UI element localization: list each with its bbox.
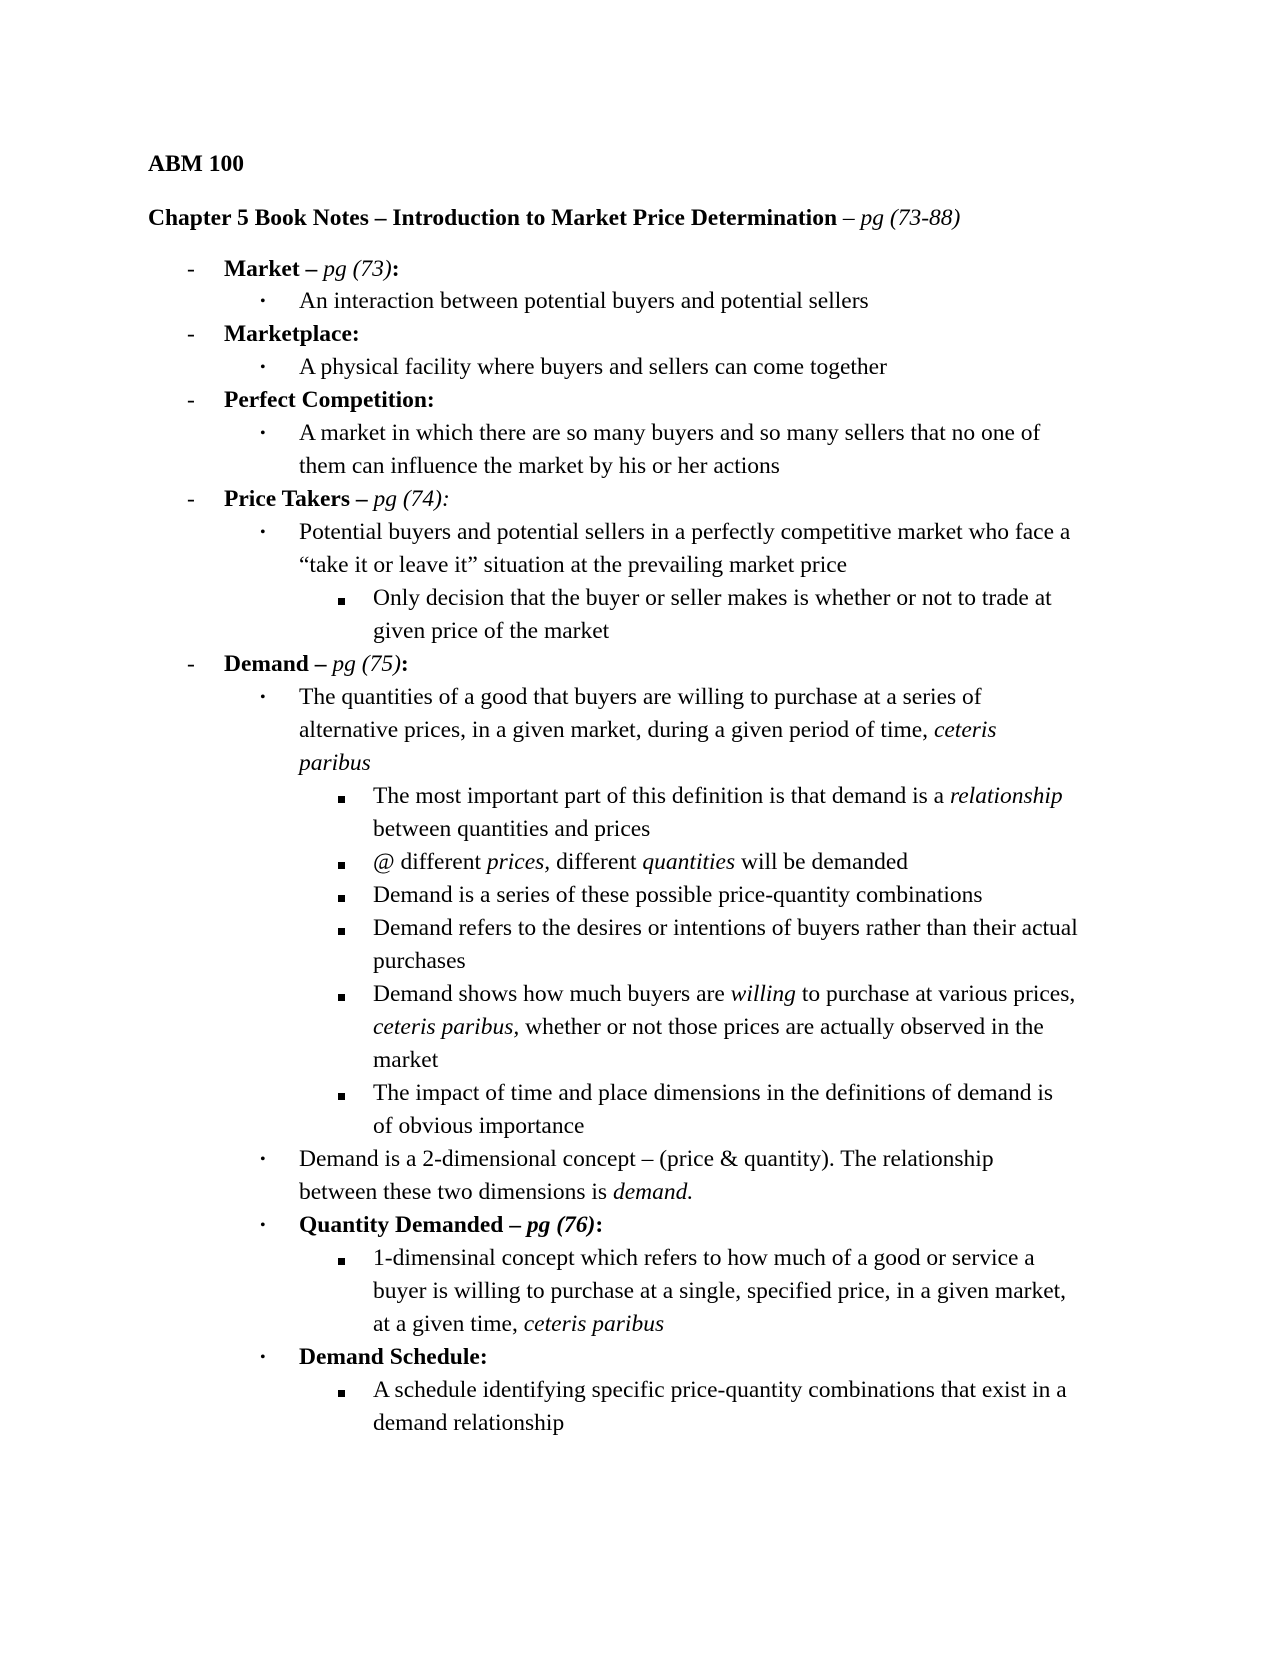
text-run: between these two dimensions is <box>299 1179 613 1205</box>
dash-marker: - <box>187 486 195 512</box>
text-run-italic: ceteris <box>933 717 997 743</box>
demand-note-6-line2: of obvious importance <box>373 1113 585 1139</box>
page-ref: pg (74): <box>373 486 450 512</box>
quantity-demanded-line2: buyer is willing to purchase at a single, specified price, in a given market, <box>373 1278 1067 1304</box>
text-run: different <box>550 849 643 875</box>
term-colon: : <box>391 256 400 282</box>
demand-schedule-line2: demand relationship <box>373 1410 565 1436</box>
course-title: ABM 100 <box>148 151 244 177</box>
text-run-italic: ceteris paribus, <box>373 1014 520 1040</box>
text-run: whether or not those prices are actually observed in the <box>519 1014 1044 1040</box>
demand-note-1-line2: between quantities and prices <box>373 816 651 842</box>
definition-demand-line2 <box>299 714 997 747</box>
square-bullet-icon <box>338 796 345 803</box>
square-bullet-icon <box>338 928 345 935</box>
dash-marker: - <box>187 387 195 413</box>
text-run-italic: willing <box>730 981 796 1007</box>
price-takers-note-line2: given price of the market <box>373 618 610 644</box>
term-colon: : <box>595 1212 604 1238</box>
term-quantity-demanded <box>299 1209 603 1242</box>
square-bullet-icon <box>338 1390 345 1397</box>
bullet-marker: • <box>260 425 266 442</box>
two-dimensional-line1: Demand is a 2-dimensional concept – (price & quantity). The relationship <box>299 1146 994 1172</box>
demand-note-5-line2 <box>373 1011 1044 1044</box>
bullet-marker: • <box>260 1217 266 1234</box>
quantity-demanded-line1: 1-dimensinal concept which refers to how much of a good or service a <box>373 1245 1035 1271</box>
bullet-marker: • <box>260 1349 266 1366</box>
page-ref: pg (73) <box>323 256 392 282</box>
bullet-marker: • <box>260 293 266 310</box>
definition-demand-line1: The quantities of a good that buyers are willing to purchase at a series of <box>299 684 982 710</box>
square-bullet-icon <box>338 1093 345 1100</box>
text-run-italic: relationship <box>949 783 1063 809</box>
page-ref: pg (76) <box>526 1212 596 1238</box>
dash-marker: - <box>187 651 195 677</box>
bullet-marker: • <box>260 524 266 541</box>
square-bullet-icon <box>338 862 345 869</box>
text-run-italic: ceteris paribus <box>523 1311 665 1337</box>
square-bullet-icon <box>338 598 345 605</box>
text-run: will be demanded <box>735 849 909 875</box>
text-run: at a given time, <box>373 1311 524 1337</box>
demand-note-5-line1 <box>373 978 1075 1011</box>
definition-perfect-competition-line2: them can influence the market by his or her actions <box>299 453 780 479</box>
price-takers-note-line1: Only decision that the buyer or seller makes is whether or not to trade at <box>373 585 1052 611</box>
square-bullet-icon <box>338 895 345 902</box>
text-run: The most important part of this definition is that demand is a <box>373 783 950 809</box>
term-perfect-competition: Perfect Competition: <box>224 387 435 413</box>
definition-price-takers-line1: Potential buyers and potential sellers in a perfectly competitive market who face a <box>299 519 1071 545</box>
quantity-demanded-line3 <box>373 1308 664 1341</box>
demand-note-4-line1: Demand refers to the desires or intentions of buyers rather than their actual <box>373 915 1078 941</box>
dash-marker: - <box>187 321 195 347</box>
term-label: Price Takers – <box>224 486 374 512</box>
text-run: to purchase at various prices, <box>795 981 1076 1007</box>
chapter-title-main: Chapter 5 Book Notes – Introduction to Market Price Determination <box>148 205 838 231</box>
term-demand-schedule: Demand Schedule: <box>299 1344 488 1370</box>
term-price-takers <box>224 483 450 516</box>
definition-marketplace: A physical facility where buyers and sellers can come together <box>299 354 887 380</box>
definition-market: An interaction between potential buyers and potential sellers <box>299 288 869 314</box>
chapter-title <box>148 202 960 235</box>
dash-marker: - <box>187 256 195 282</box>
text-run: Demand shows how much buyers are <box>373 981 731 1007</box>
chapter-title-pages: – pg (73-88) <box>837 205 961 231</box>
term-demand <box>224 648 409 681</box>
text-run-italic: prices, <box>486 849 551 875</box>
term-marketplace: Marketplace: <box>224 321 360 347</box>
bullet-marker: • <box>260 1151 266 1168</box>
definition-demand-line3: paribus <box>299 750 371 776</box>
term-market <box>224 253 400 286</box>
bullet-marker: • <box>260 359 266 376</box>
text-run: alternative prices, in a given market, during a given period of time, <box>299 717 934 743</box>
bullet-marker: • <box>260 689 266 706</box>
text-run-italic: demand. <box>612 1179 694 1205</box>
demand-note-3: Demand is a series of these possible price-quantity combinations <box>373 882 983 908</box>
demand-note-1-line1 <box>373 780 1063 813</box>
definition-perfect-competition-line1: A market in which there are so many buyers and so many sellers that no one of <box>299 420 1041 446</box>
two-dimensional-line2 <box>299 1176 693 1209</box>
text-run: @ different <box>373 849 487 875</box>
square-bullet-icon <box>338 994 345 1001</box>
text-run-italic: quantities <box>642 849 736 875</box>
definition-price-takers-line2: “take it or leave it” situation at the prevailing market price <box>299 552 848 578</box>
demand-note-6-line1: The impact of time and place dimensions in the definitions of demand is <box>373 1080 1054 1106</box>
term-label: Demand – <box>224 651 333 677</box>
demand-note-5-line3: market <box>373 1047 439 1073</box>
demand-schedule-line1: A schedule identifying specific price-quantity combinations that exist in a <box>373 1377 1067 1403</box>
term-label: Market – <box>224 256 324 282</box>
page-ref: pg (75) <box>332 651 401 677</box>
term-label: Quantity Demanded – <box>299 1212 527 1238</box>
term-colon: : <box>400 651 409 677</box>
demand-note-2 <box>373 846 908 879</box>
demand-note-4-line2: purchases <box>373 948 466 974</box>
square-bullet-icon <box>338 1258 345 1265</box>
